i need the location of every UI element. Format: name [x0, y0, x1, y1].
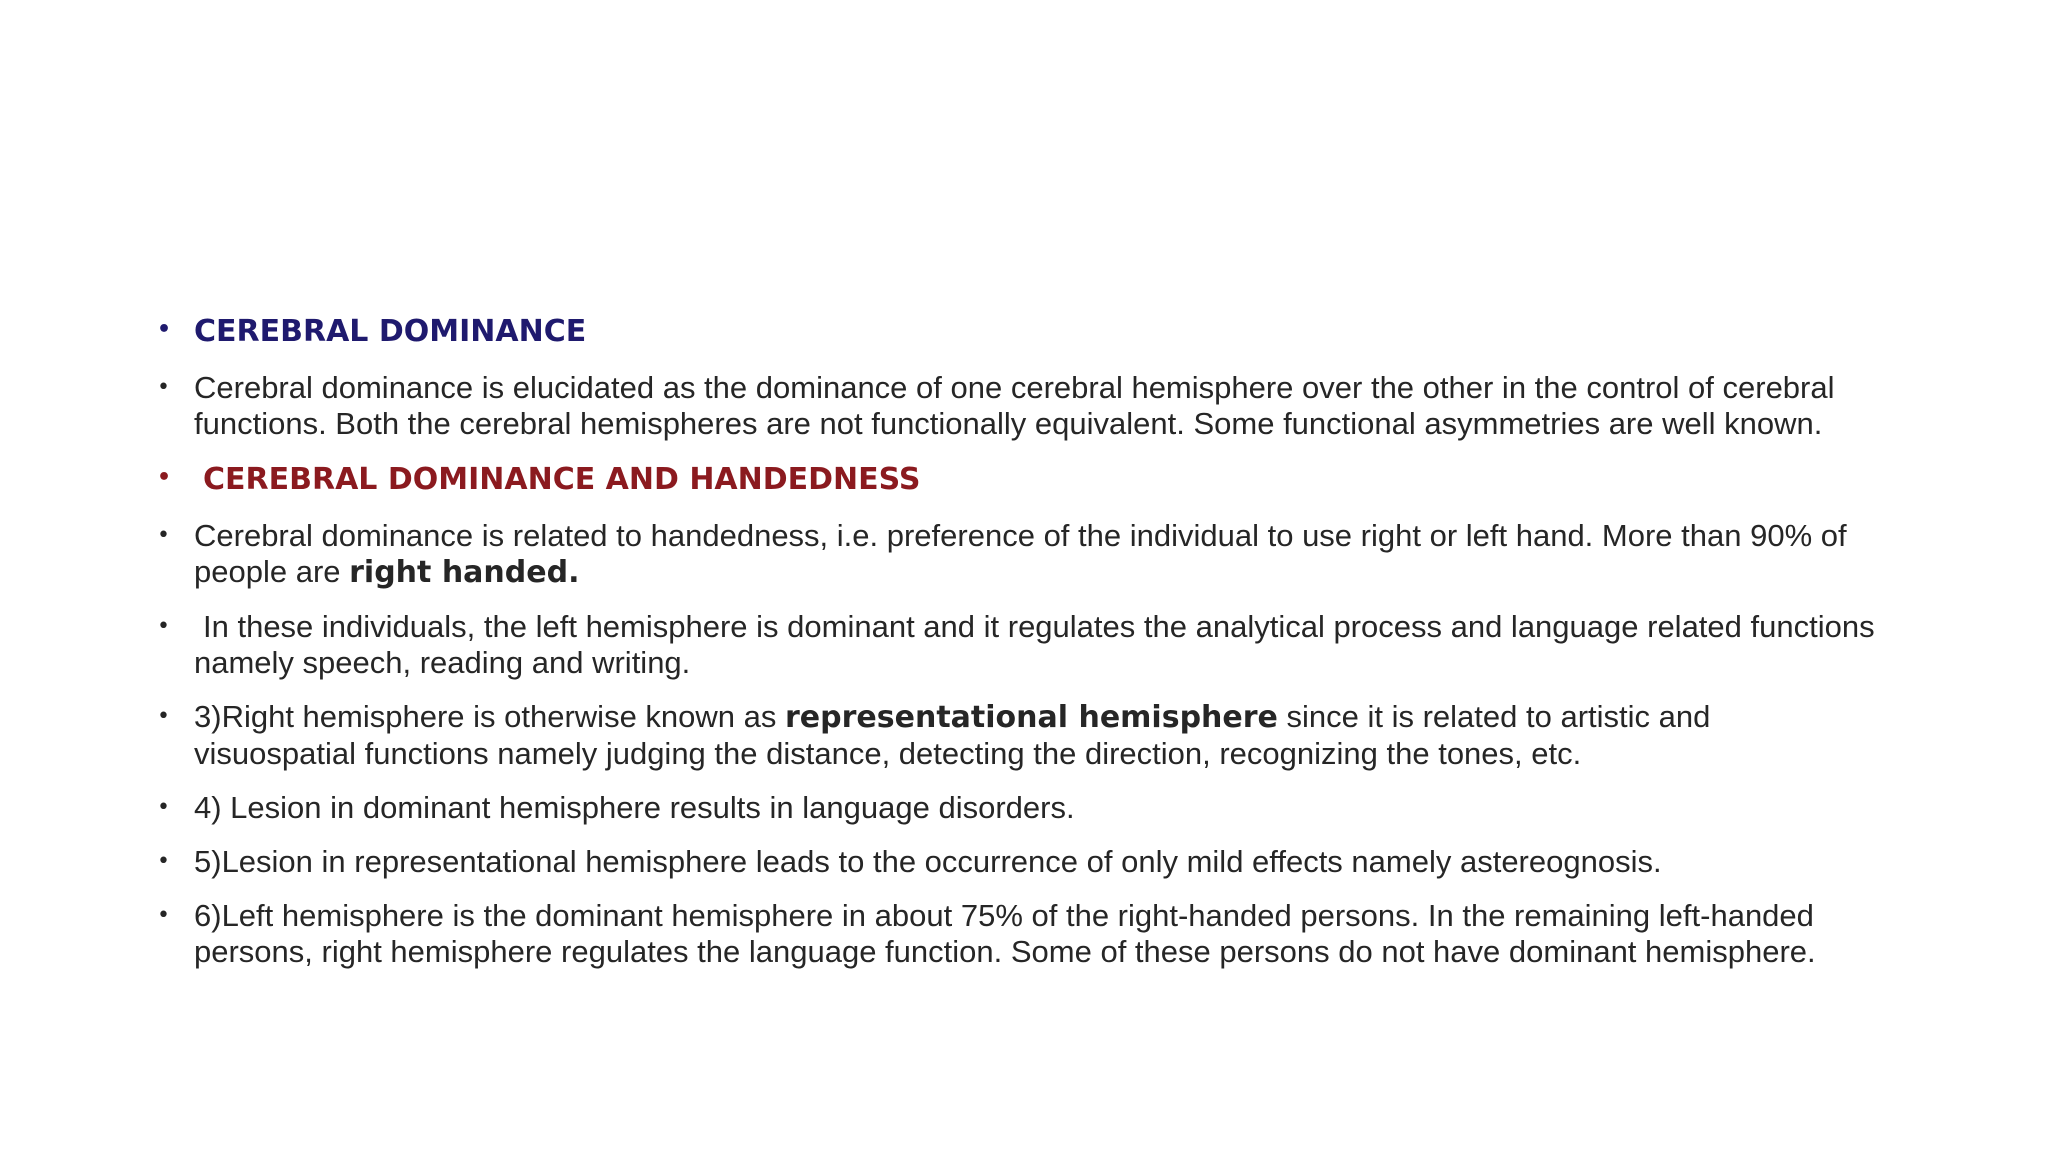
item-text: 5)Lesion in representational hemisphere leads to the occurrence of only mild effects namely astereognosis. — [194, 844, 1662, 879]
bullet-icon: • — [157, 465, 172, 490]
list-item — [157, 699, 1877, 772]
item-bold-text: right handed. — [349, 555, 580, 590]
list-item — [157, 790, 1877, 826]
item-text-after: since it is related to artistic and visuospatial functions namely judging the distance, detecting the direction, recognizing the tones, etc. — [194, 699, 1711, 771]
bullet-icon: • — [157, 375, 170, 400]
heading-cerebral-dominance-handedness — [157, 460, 1877, 500]
bullet-icon: • — [157, 614, 170, 639]
bullet-icon: • — [157, 317, 172, 342]
bullet-icon: • — [157, 903, 170, 928]
bullet-icon: • — [157, 523, 170, 548]
item-text: Cerebral dominance is elucidated as the dominance of one cerebral hemisphere over the other in the control of cerebral functions. Both the cerebral hemispheres are not functionally equivalent. Some functional asymmetries are well known. — [194, 370, 1835, 441]
bullet-icon: • — [157, 795, 170, 820]
heading-cerebral-dominance — [157, 312, 1877, 352]
list-item — [157, 370, 1877, 442]
item-text: 6)Left hemisphere is the dominant hemisphere in about 75% of the right-handed persons. In the remaining left-handed persons, right hemisphere regulates the language function. Some of these persons do not have dominant hemisphere. — [194, 898, 1816, 969]
item-text: 3)Right hemisphere is otherwise known as — [194, 699, 785, 734]
list-item — [157, 898, 1877, 970]
list-item — [157, 518, 1877, 591]
list-item — [157, 609, 1877, 681]
item-text: Cerebral dominance is related to handedness, i.e. preference of the individual to use right or left hand. More than 90% of people are — [194, 518, 1847, 589]
heading-text: CEREBRAL DOMINANCE — [194, 314, 587, 349]
heading-text: CEREBRAL DOMINANCE AND HANDEDNESS — [203, 462, 921, 497]
item-text: 4) Lesion in dominant hemisphere results in language disorders. — [194, 790, 1075, 825]
bullet-list — [157, 312, 1877, 988]
bullet-icon: • — [157, 849, 170, 874]
item-text: In these individuals, the left hemisphere is dominant and it regulates the analytical process and language related functions namely speech, reading and writing. — [194, 609, 1875, 680]
bullet-icon: • — [157, 704, 170, 729]
list-item — [157, 844, 1877, 880]
item-bold-text: representational hemisphere — [785, 700, 1278, 735]
